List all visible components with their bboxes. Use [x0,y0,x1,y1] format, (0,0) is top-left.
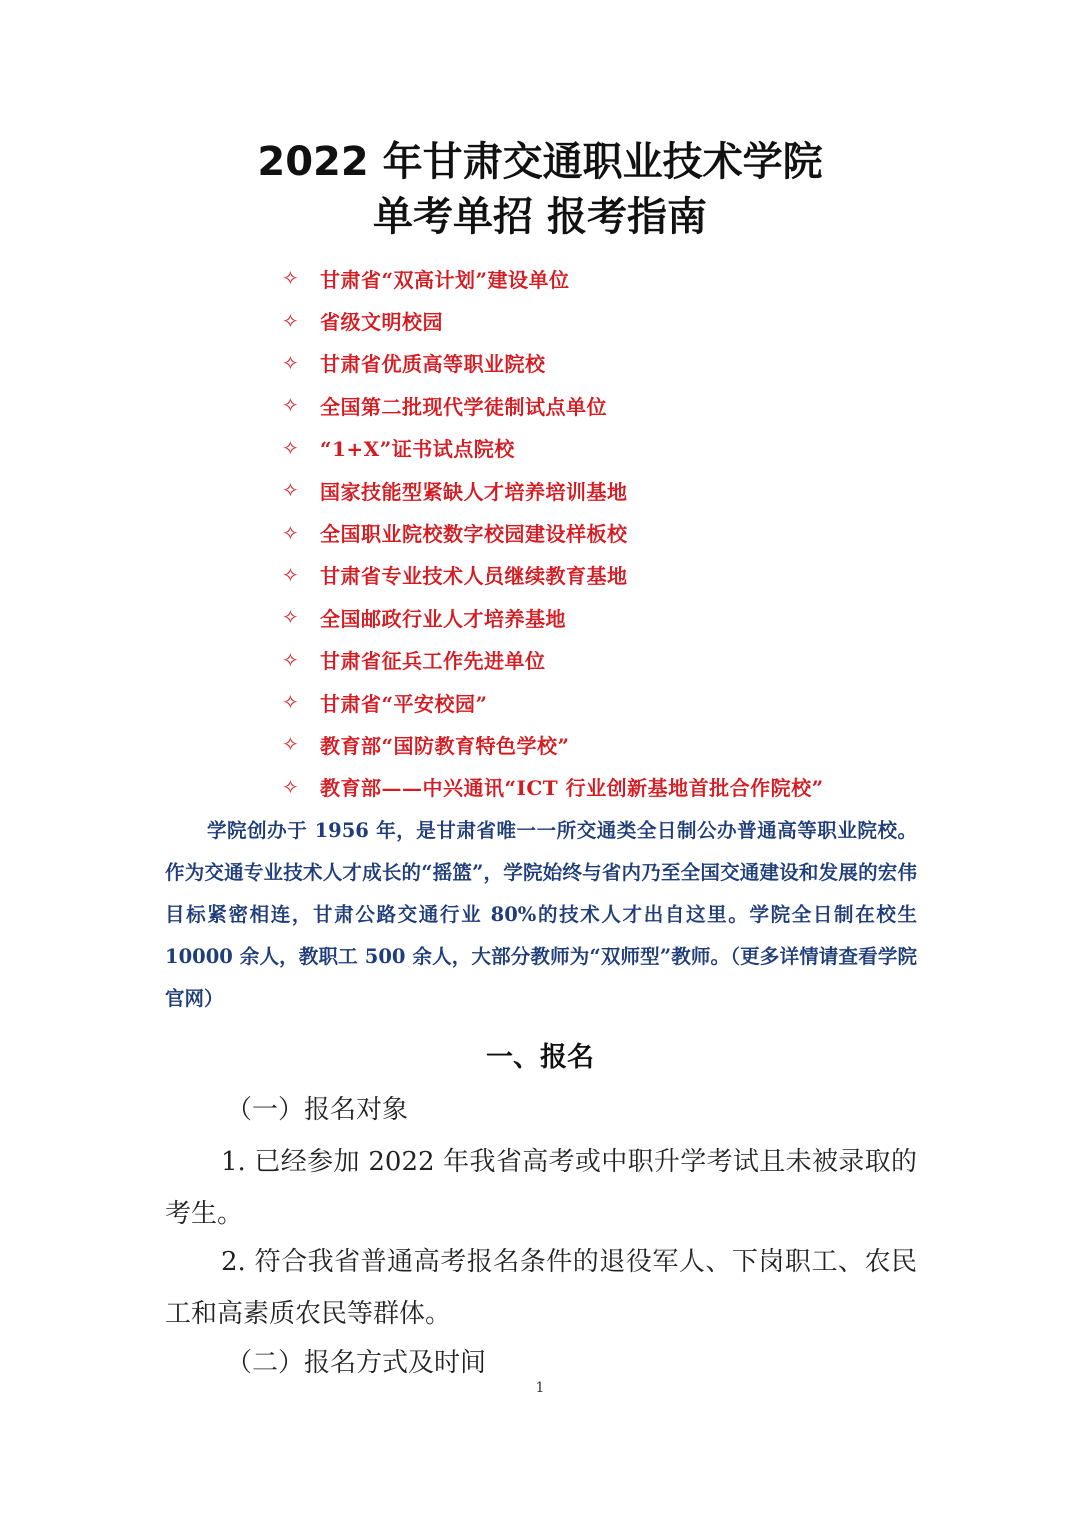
paragraph-item: 2. 符合我省普通高考报名条件的退役军人、下岗职工、农民工和高素质农民等群体。 [165,1247,917,1329]
honor-text: 甘肃省优质高等职业院校 [320,352,546,377]
honor-text: 全国第二批现代学徒制试点单位 [320,394,607,419]
honor-text: 教育部“国防教育特色学校” [320,733,570,758]
star-bullet-icon: ✧ [282,435,299,460]
star-bullet-icon: ✧ [282,266,299,291]
honor-item [282,299,1042,341]
star-bullet-icon: ✧ [282,350,299,375]
subsection-heading: （一）报名对象 [226,1095,409,1125]
honor-item [282,554,1042,596]
honor-item [282,342,1042,384]
honor-text: 教育部——中兴通讯“ICT 行业创新基地首批合作院校” [320,776,824,801]
document-title-line1: 2022 年甘肃交通职业技术学院 [257,139,823,185]
section-heading: 一、报名 [486,1042,594,1073]
honor-text: 省级文明校园 [320,310,443,335]
subsection-heading: （二）报名方式及时间 [226,1348,487,1378]
document-title-line2: 单考单招 报考指南 [373,194,707,240]
honor-text: 甘肃省征兵工作先进单位 [320,649,546,674]
star-bullet-icon: ✧ [282,732,299,757]
honor-item [282,384,1042,426]
honor-text: “1+X”证书试点院校 [320,437,515,462]
honor-text: 国家技能型紧缺人才培养培训基地 [320,479,628,504]
honor-text: 甘肃省“双高计划”建设单位 [320,267,570,292]
paragraph-item: 1. 已经参加 2022 年我省高考或中职升学考试且未被录取的考生。 [165,1147,917,1229]
honor-item [282,681,1042,723]
college-introduction: 学院创办于 1956 年，是甘肃省唯一一所交通类全日制公办普通高等职业院校。作为交通专业技术人才成长的“摇篮”，学院始终与省内乃至全国交通建设和发展的宏伟目标紧密相连，甘肃公路交通行业 80%的技术人才出自这里。学院全日制在校生 10000 余人，教职工 500 余人，大部分教师为“双师型”教师。（更多详情请查看学院官网） [165,819,917,1010]
honor-item [282,427,1042,469]
star-bullet-icon: ✧ [282,647,299,672]
honor-text: 甘肃省专业技术人员继续教育基地 [320,564,628,589]
honors-list [282,257,1042,808]
honor-item [282,639,1042,681]
star-bullet-icon: ✧ [282,308,299,333]
star-bullet-icon: ✧ [282,774,299,799]
star-bullet-icon: ✧ [282,690,299,715]
star-bullet-icon: ✧ [282,605,299,630]
honor-text: 全国职业院校数字校园建设样板校 [320,522,628,547]
star-bullet-icon: ✧ [282,520,299,545]
honor-item [282,257,1042,299]
page-number: 1 [535,1380,545,1396]
honor-item [282,723,1042,765]
honor-item [282,766,1042,808]
honor-item [282,511,1042,553]
honor-item [282,469,1042,511]
honor-text: 全国邮政行业人才培养基地 [320,606,566,631]
honor-item [282,596,1042,638]
star-bullet-icon: ✧ [282,478,299,503]
honor-text: 甘肃省“平安校园” [320,691,488,716]
star-bullet-icon: ✧ [282,562,299,587]
star-bullet-icon: ✧ [282,393,299,418]
